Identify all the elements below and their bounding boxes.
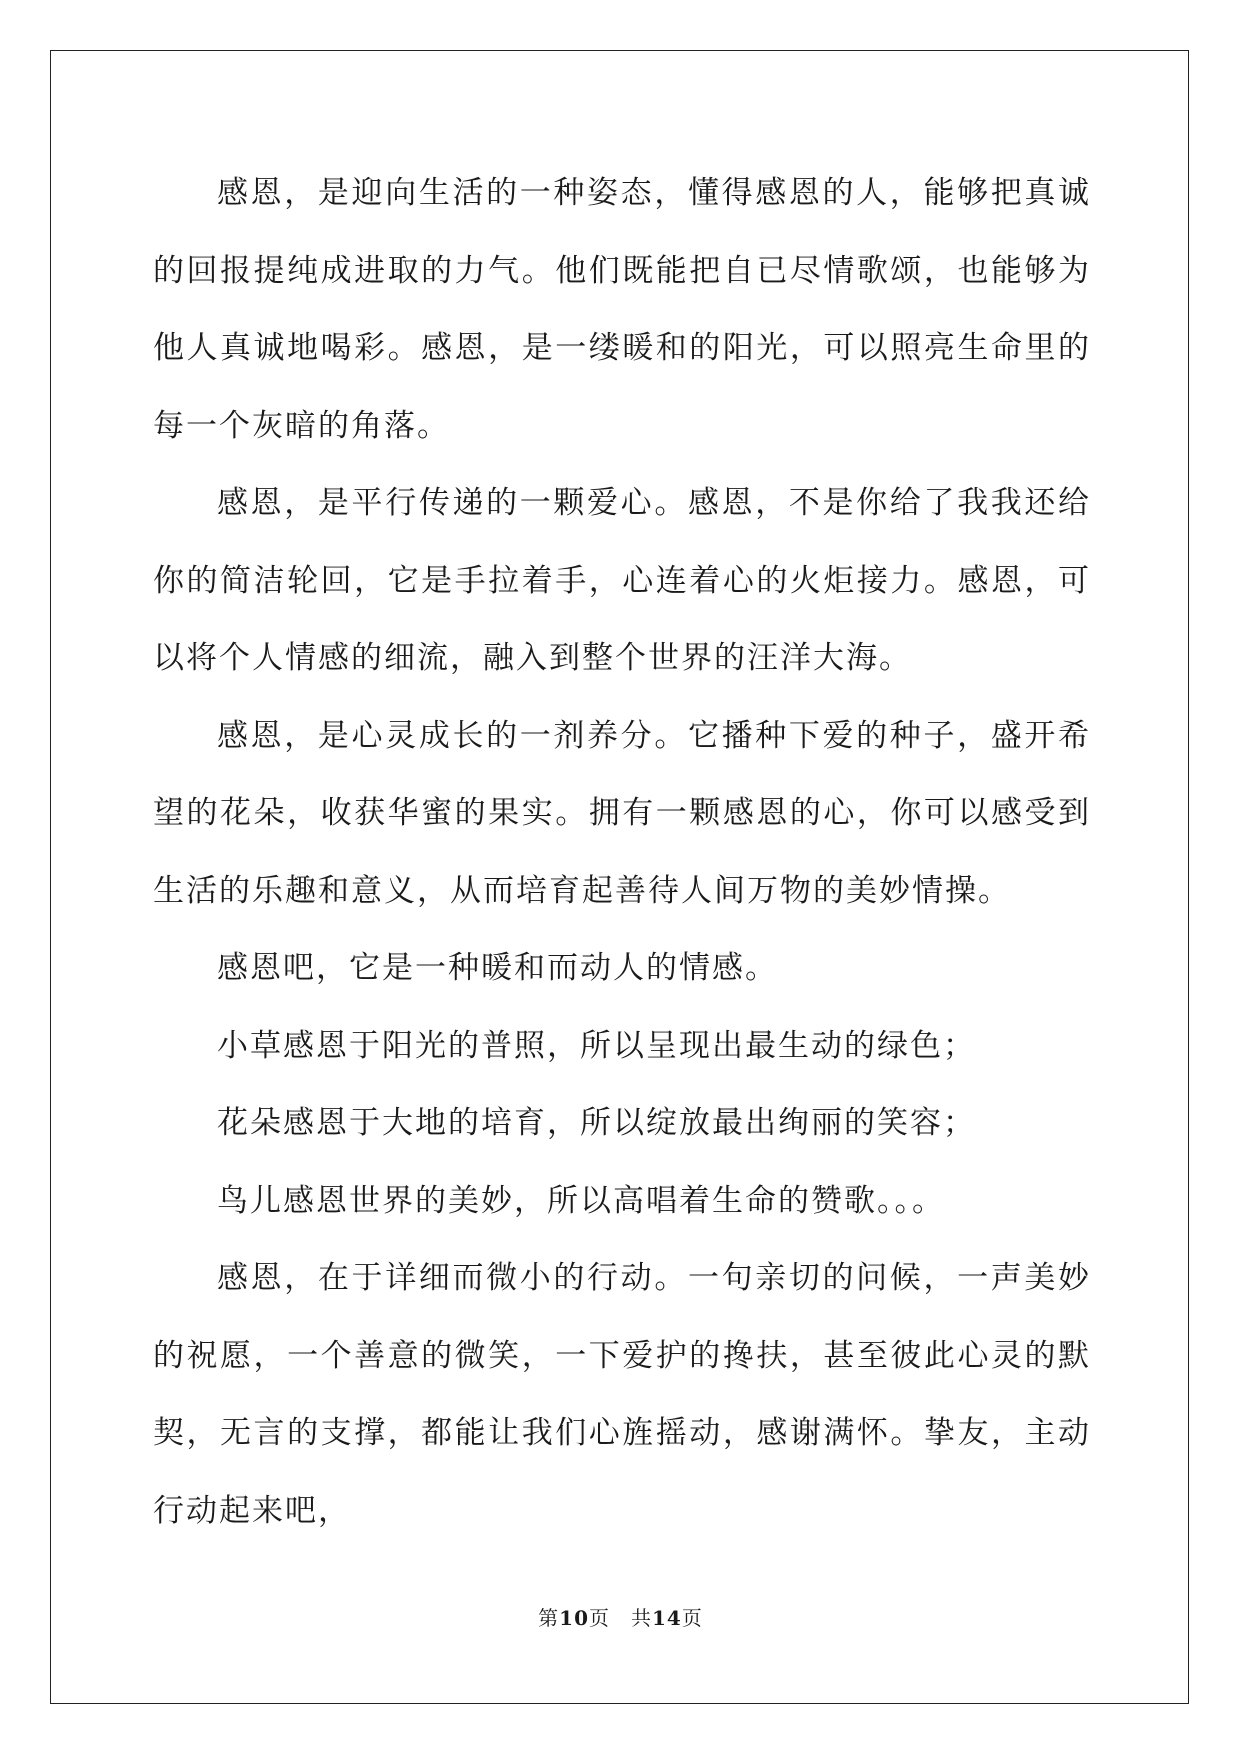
page-label-mid: 页 共: [589, 1606, 652, 1630]
paragraph: 感恩，是平行传递的一颗爱心。感恩，不是你给了我我还给你的简洁轮回，它是手拉着手，心连着心的火炬接力。感恩，可以将个人情感的细流，融入到整个世界的汪洋大海。: [153, 485, 1091, 676]
total-page-number: 14: [652, 1606, 682, 1630]
paragraph: 花朵感恩于大地的培育，所以绽放最出绚丽的笑容；: [217, 1105, 976, 1141]
paragraph: 感恩吧，它是一种暖和而动人的情感。: [217, 950, 778, 986]
paragraph: 感恩，是心灵成长的一剂养分。它播种下爱的种子，盛开希望的花朵，收获华蜜的果实。拥有一颗感恩的心，你可以感受到生活的乐趣和意义，从而培育起善待人间万物的美妙情操。: [153, 717, 1091, 909]
page-label-suffix: 页: [681, 1606, 703, 1630]
page-footer: [0, 1602, 1241, 1631]
paragraph: 感恩，在于详细而微小的行动。一句亲切的问候，一声美妙的祝愿，一个善意的微笑，一下爱护的搀扶，甚至彼此心灵的默契，无言的支撑，都能让我们心旌摇动，感谢满怀。挚友，主动行动起来吧，: [153, 1260, 1091, 1529]
paragraph: 感恩，是迎向生活的一种姿态，懂得感恩的人，能够把真诚的回报提纯成进取的力气。他们既能把自已尽情歌颂，也能够为他人真诚地喝彩。感恩，是一缕暖和的阳光，可以照亮生命里的每一个灰暗的角落。: [153, 175, 1091, 444]
paragraph: 小草感恩于阳光的普照，所以呈现出最生动的绿色；: [217, 1027, 976, 1064]
page-label-prefix: 第: [538, 1606, 560, 1630]
current-page-number: 10: [559, 1606, 589, 1630]
document-body: [153, 155, 1091, 1550]
paragraph: 鸟儿感恩世界的美妙，所以高唱着生命的赞歌。。。: [217, 1182, 945, 1219]
